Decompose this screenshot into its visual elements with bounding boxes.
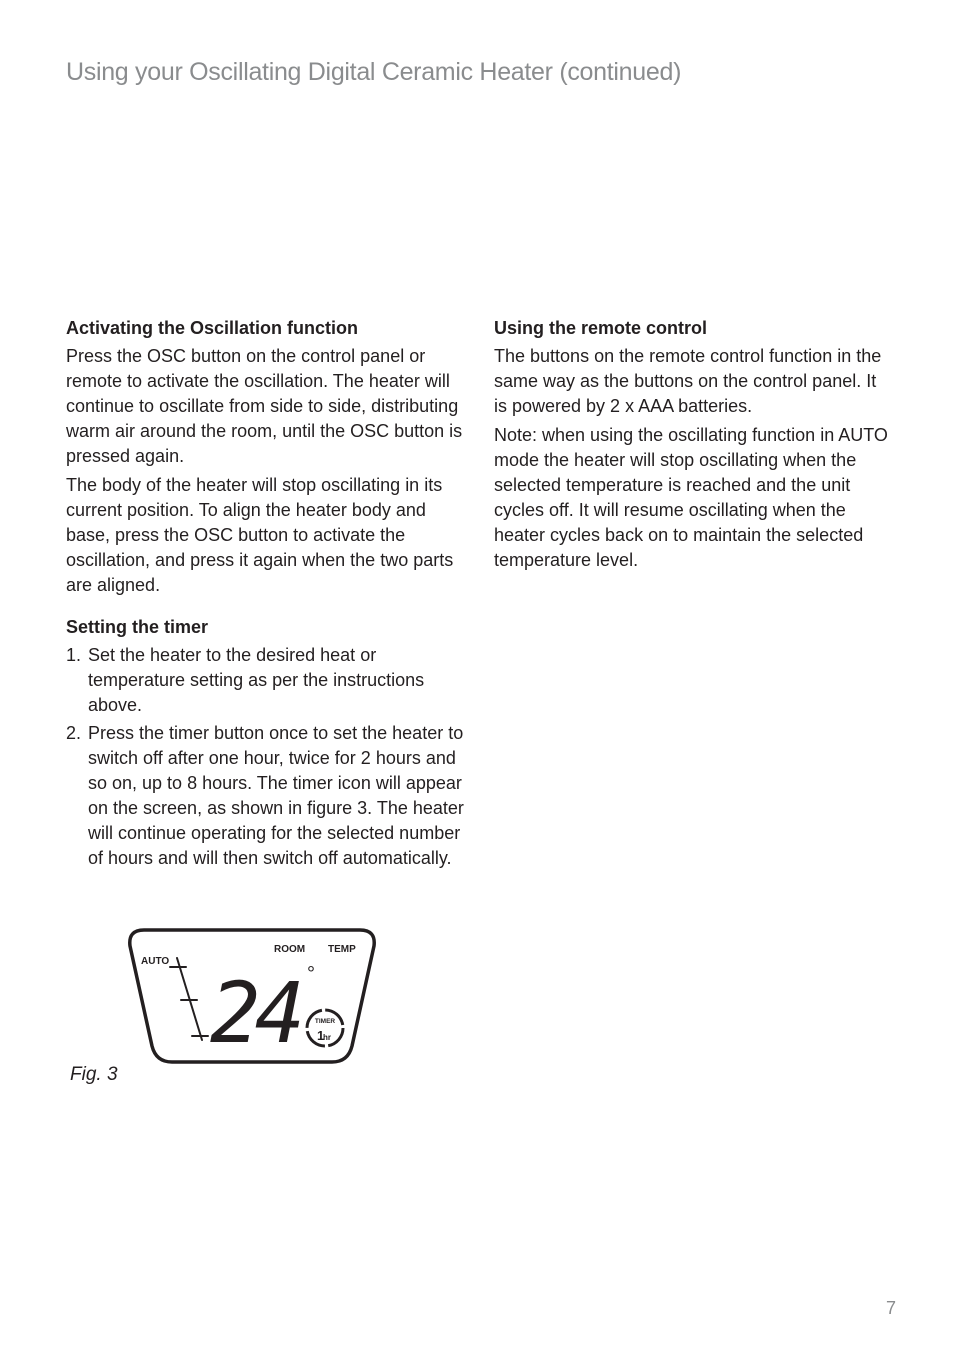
timer-section	[66, 615, 466, 871]
page-number: 7	[886, 1298, 897, 1318]
oscillation-paragraph-2: The body of the heater will stop oscillating in its current position. To align the heater body and base, press the OSC button to activate the oscillation, and press it again when the two parts are aligned.	[66, 475, 454, 595]
step-number: 1.	[66, 645, 82, 665]
timer-heading: Setting the timer	[66, 617, 209, 637]
step-text: Set the heater to the desired heat or temperature setting as per the instructions above.	[88, 645, 425, 715]
left-column	[66, 316, 466, 888]
step-text: Press the timer button once to set the heater to switch off after one hour, twice for 2 hours and so on, up to 8 hours. The timer icon will appear on the screen, as shown in figure 3. The heater will continue operating for the selected number of hours and will then switch off automatically.	[88, 723, 464, 868]
timer-value: 1	[317, 1028, 325, 1043]
auto-label: AUTO	[141, 956, 170, 967]
oscillation-paragraph-1: Press the OSC button on the control panel or remote to activate the oscillation. The heater will continue to oscillate from side to side, distributing warm air around the room, until the OSC button is pressed again.	[66, 346, 463, 466]
oscillation-section	[66, 316, 466, 598]
timer-step	[66, 643, 466, 718]
remote-heading: Using the remote control	[494, 318, 708, 338]
lcd-display-figure	[126, 928, 378, 1066]
degree-symbol: °	[307, 963, 315, 985]
page-title: Using your Oscillating Digital Ceramic Heater (continued)	[66, 58, 682, 86]
remote-paragraph-1: The buttons on the remote control function in the same way as the buttons on the control panel. It is powered by 2 x AAA batteries.	[494, 346, 882, 416]
timer-label: TIMER	[314, 1018, 336, 1025]
remote-paragraph-2: Note: when using the oscillating function in AUTO mode the heater will stop oscillating when the selected temperature is reached and the unit cycles off. It will resume oscillating when the heater cycles back on to maintain the selected temperature level.	[494, 425, 888, 570]
temp-label: TEMP	[328, 944, 356, 955]
temperature-digits: 24	[210, 964, 300, 1062]
timer-unit: hr	[323, 1033, 331, 1042]
right-column	[494, 316, 894, 590]
timer-step	[66, 721, 466, 871]
remote-section	[494, 316, 894, 573]
step-number: 2.	[66, 723, 82, 743]
timer-steps	[66, 643, 466, 871]
room-label: ROOM	[274, 944, 306, 955]
oscillation-heading: Activating the Oscillation function	[66, 318, 359, 338]
figure-caption: Fig. 3	[70, 1064, 118, 1085]
